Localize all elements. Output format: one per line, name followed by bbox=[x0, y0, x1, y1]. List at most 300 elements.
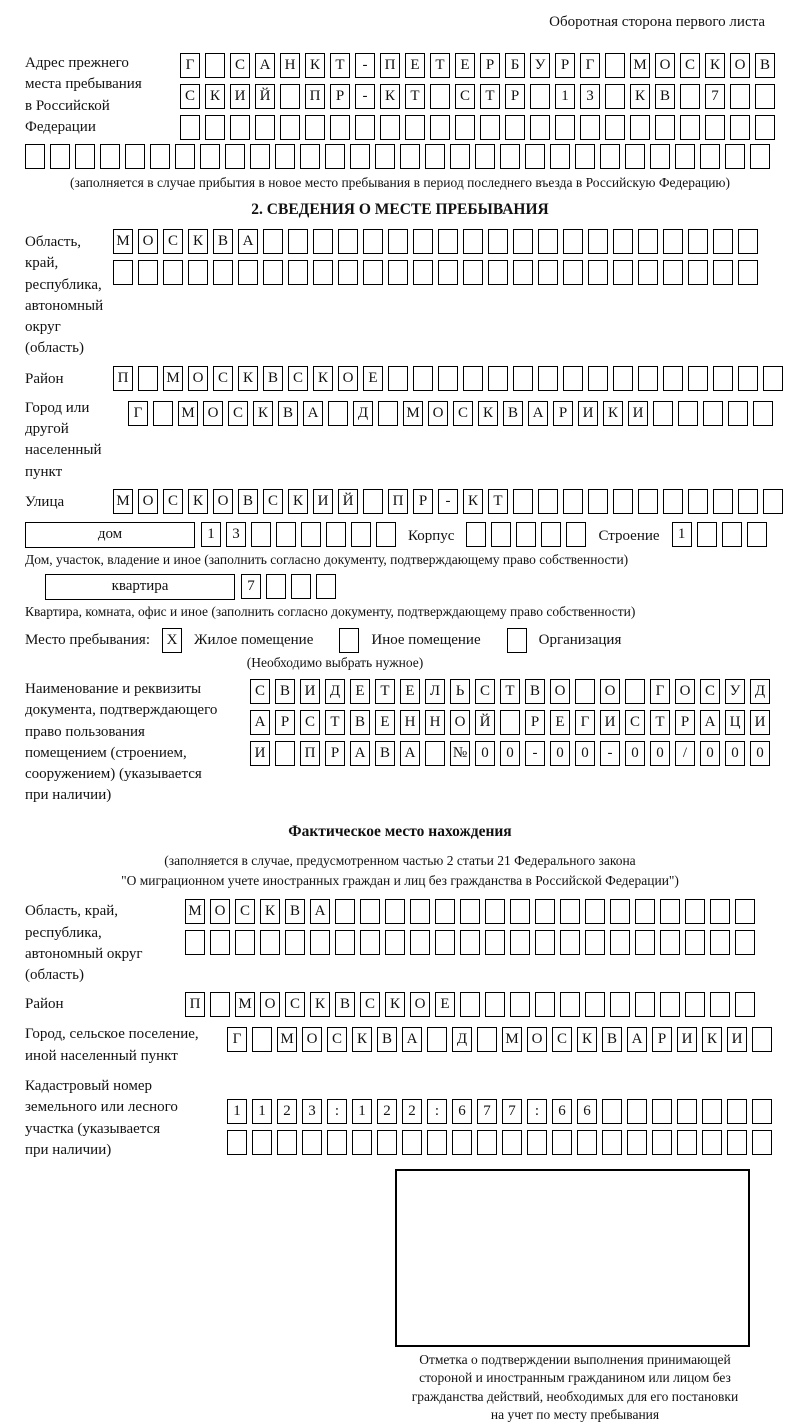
char-cell[interactable] bbox=[588, 260, 608, 285]
char-cell[interactable] bbox=[513, 260, 533, 285]
char-cell[interactable] bbox=[327, 1130, 347, 1155]
char-cell[interactable] bbox=[310, 930, 330, 955]
char-cell[interactable]: С bbox=[300, 710, 320, 735]
char-cell[interactable] bbox=[663, 229, 683, 254]
char-cell[interactable] bbox=[555, 115, 575, 140]
char-cell[interactable]: А bbox=[528, 401, 548, 426]
char-cell[interactable] bbox=[430, 84, 450, 109]
char-cell[interactable] bbox=[335, 899, 355, 924]
char-cell[interactable]: Б bbox=[505, 53, 525, 78]
char-cell[interactable]: С bbox=[228, 401, 248, 426]
char-cell[interactable] bbox=[385, 930, 405, 955]
char-cell[interactable]: А bbox=[238, 229, 258, 254]
char-cell[interactable] bbox=[538, 260, 558, 285]
region-row-2[interactable] bbox=[113, 260, 758, 285]
char-cell[interactable] bbox=[635, 992, 655, 1017]
char-cell[interactable]: В bbox=[238, 489, 258, 514]
char-cell[interactable]: В bbox=[275, 679, 295, 704]
char-cell[interactable]: - bbox=[438, 489, 458, 514]
char-cell[interactable] bbox=[713, 489, 733, 514]
char-cell[interactable]: И bbox=[600, 710, 620, 735]
char-cell[interactable]: В bbox=[655, 84, 675, 109]
char-cell[interactable]: П bbox=[185, 992, 205, 1017]
char-cell[interactable] bbox=[513, 366, 533, 391]
char-cell[interactable]: О bbox=[450, 710, 470, 735]
char-cell[interactable] bbox=[535, 930, 555, 955]
char-cell[interactable] bbox=[663, 489, 683, 514]
char-cell[interactable] bbox=[475, 144, 495, 169]
char-cell[interactable] bbox=[175, 144, 195, 169]
char-cell[interactable]: А bbox=[700, 710, 720, 735]
char-cell[interactable]: О bbox=[302, 1027, 322, 1052]
char-cell[interactable]: 0 bbox=[475, 741, 495, 766]
char-cell[interactable] bbox=[625, 679, 645, 704]
apartment-row[interactable] bbox=[241, 574, 336, 599]
char-cell[interactable]: П bbox=[300, 741, 320, 766]
char-cell[interactable] bbox=[710, 899, 730, 924]
char-cell[interactable] bbox=[685, 992, 705, 1017]
char-cell[interactable] bbox=[738, 489, 758, 514]
char-cell[interactable]: М bbox=[277, 1027, 297, 1052]
char-cell[interactable] bbox=[763, 366, 783, 391]
char-cell[interactable]: Т bbox=[325, 710, 345, 735]
char-cell[interactable]: Е bbox=[550, 710, 570, 735]
char-cell[interactable] bbox=[163, 260, 183, 285]
char-cell[interactable]: Т bbox=[330, 53, 350, 78]
char-cell[interactable] bbox=[410, 930, 430, 955]
char-cell[interactable]: К bbox=[478, 401, 498, 426]
char-cell[interactable] bbox=[363, 260, 383, 285]
char-cell[interactable] bbox=[230, 115, 250, 140]
char-cell[interactable] bbox=[627, 1099, 647, 1124]
char-cell[interactable]: С bbox=[680, 53, 700, 78]
char-cell[interactable] bbox=[510, 930, 530, 955]
char-cell[interactable] bbox=[385, 899, 405, 924]
char-cell[interactable]: Й bbox=[255, 84, 275, 109]
char-cell[interactable]: О bbox=[675, 679, 695, 704]
char-cell[interactable] bbox=[375, 144, 395, 169]
char-cell[interactable]: Р bbox=[525, 710, 545, 735]
char-cell[interactable] bbox=[275, 741, 295, 766]
char-cell[interactable]: С bbox=[180, 84, 200, 109]
char-cell[interactable] bbox=[413, 229, 433, 254]
char-cell[interactable] bbox=[466, 522, 486, 547]
char-cell[interactable]: С bbox=[250, 679, 270, 704]
char-cell[interactable]: М bbox=[178, 401, 198, 426]
document-row-2[interactable] bbox=[250, 710, 770, 735]
char-cell[interactable] bbox=[577, 1130, 597, 1155]
char-cell[interactable] bbox=[288, 260, 308, 285]
char-cell[interactable] bbox=[388, 366, 408, 391]
char-cell[interactable] bbox=[602, 1099, 622, 1124]
char-cell[interactable] bbox=[252, 1027, 272, 1052]
char-cell[interactable] bbox=[427, 1130, 447, 1155]
char-cell[interactable]: У bbox=[530, 53, 550, 78]
char-cell[interactable]: П bbox=[305, 84, 325, 109]
char-cell[interactable] bbox=[755, 84, 775, 109]
char-cell[interactable] bbox=[491, 522, 511, 547]
char-cell[interactable]: / bbox=[675, 741, 695, 766]
char-cell[interactable] bbox=[550, 144, 570, 169]
char-cell[interactable] bbox=[705, 115, 725, 140]
char-cell[interactable]: К bbox=[313, 366, 333, 391]
char-cell[interactable] bbox=[613, 366, 633, 391]
char-cell[interactable] bbox=[525, 144, 545, 169]
char-cell[interactable]: Е bbox=[455, 53, 475, 78]
char-cell[interactable] bbox=[376, 522, 396, 547]
char-cell[interactable] bbox=[538, 489, 558, 514]
char-cell[interactable] bbox=[697, 522, 717, 547]
char-cell[interactable]: М bbox=[235, 992, 255, 1017]
char-cell[interactable] bbox=[560, 930, 580, 955]
char-cell[interactable]: 1 bbox=[227, 1099, 247, 1124]
char-cell[interactable]: С bbox=[360, 992, 380, 1017]
char-cell[interactable] bbox=[485, 930, 505, 955]
char-cell[interactable]: Г bbox=[227, 1027, 247, 1052]
char-cell[interactable] bbox=[713, 366, 733, 391]
char-cell[interactable] bbox=[438, 229, 458, 254]
stay-type-checkbox-organization[interactable] bbox=[507, 628, 527, 653]
char-cell[interactable] bbox=[580, 115, 600, 140]
char-cell[interactable] bbox=[360, 930, 380, 955]
char-cell[interactable]: Ь bbox=[450, 679, 470, 704]
char-cell[interactable] bbox=[530, 84, 550, 109]
char-cell[interactable] bbox=[727, 1130, 747, 1155]
char-cell[interactable]: Р bbox=[652, 1027, 672, 1052]
region-row-1[interactable] bbox=[113, 229, 758, 254]
char-cell[interactable]: А bbox=[400, 741, 420, 766]
char-cell[interactable] bbox=[730, 84, 750, 109]
char-cell[interactable]: Н bbox=[425, 710, 445, 735]
char-cell[interactable]: И bbox=[300, 679, 320, 704]
char-cell[interactable]: 6 bbox=[577, 1099, 597, 1124]
char-cell[interactable]: 0 bbox=[700, 741, 720, 766]
char-cell[interactable] bbox=[680, 84, 700, 109]
char-cell[interactable]: В bbox=[278, 401, 298, 426]
char-cell[interactable]: - bbox=[355, 53, 375, 78]
char-cell[interactable]: О bbox=[550, 679, 570, 704]
char-cell[interactable]: № bbox=[450, 741, 470, 766]
char-cell[interactable] bbox=[738, 229, 758, 254]
char-cell[interactable] bbox=[410, 899, 430, 924]
char-cell[interactable] bbox=[702, 1130, 722, 1155]
char-cell[interactable]: - bbox=[525, 741, 545, 766]
char-cell[interactable] bbox=[380, 115, 400, 140]
char-cell[interactable]: Т bbox=[405, 84, 425, 109]
char-cell[interactable] bbox=[313, 229, 333, 254]
char-cell[interactable] bbox=[663, 260, 683, 285]
actual-region-row-2[interactable] bbox=[185, 930, 755, 955]
char-cell[interactable]: В bbox=[263, 366, 283, 391]
char-cell[interactable] bbox=[530, 115, 550, 140]
char-cell[interactable]: 3 bbox=[302, 1099, 322, 1124]
char-cell[interactable]: - bbox=[355, 84, 375, 109]
char-cell[interactable] bbox=[560, 992, 580, 1017]
char-cell[interactable]: Е bbox=[363, 366, 383, 391]
char-cell[interactable] bbox=[113, 260, 133, 285]
char-cell[interactable]: 6 bbox=[452, 1099, 472, 1124]
char-cell[interactable]: П bbox=[113, 366, 133, 391]
char-cell[interactable] bbox=[488, 366, 508, 391]
char-cell[interactable] bbox=[200, 144, 220, 169]
char-cell[interactable]: В bbox=[375, 741, 395, 766]
char-cell[interactable]: В bbox=[335, 992, 355, 1017]
char-cell[interactable]: А bbox=[310, 899, 330, 924]
char-cell[interactable]: К bbox=[352, 1027, 372, 1052]
char-cell[interactable]: 3 bbox=[580, 84, 600, 109]
char-cell[interactable] bbox=[505, 115, 525, 140]
char-cell[interactable]: Н bbox=[400, 710, 420, 735]
char-cell[interactable] bbox=[627, 1130, 647, 1155]
char-cell[interactable] bbox=[388, 229, 408, 254]
char-cell[interactable] bbox=[213, 260, 233, 285]
char-cell[interactable]: : bbox=[327, 1099, 347, 1124]
char-cell[interactable] bbox=[477, 1130, 497, 1155]
char-cell[interactable]: Е bbox=[400, 679, 420, 704]
char-cell[interactable] bbox=[266, 574, 286, 599]
char-cell[interactable] bbox=[728, 401, 748, 426]
char-cell[interactable]: К bbox=[630, 84, 650, 109]
char-cell[interactable]: К bbox=[288, 489, 308, 514]
char-cell[interactable] bbox=[585, 992, 605, 1017]
char-cell[interactable] bbox=[363, 489, 383, 514]
char-cell[interactable]: К bbox=[310, 992, 330, 1017]
char-cell[interactable] bbox=[463, 366, 483, 391]
document-row-3[interactable] bbox=[250, 741, 770, 766]
char-cell[interactable]: О bbox=[213, 489, 233, 514]
char-cell[interactable] bbox=[613, 489, 633, 514]
char-cell[interactable] bbox=[727, 1099, 747, 1124]
char-cell[interactable]: В bbox=[525, 679, 545, 704]
char-cell[interactable] bbox=[275, 144, 295, 169]
char-cell[interactable] bbox=[635, 930, 655, 955]
char-cell[interactable] bbox=[535, 992, 555, 1017]
char-cell[interactable]: О bbox=[338, 366, 358, 391]
char-cell[interactable] bbox=[351, 522, 371, 547]
char-cell[interactable]: А bbox=[250, 710, 270, 735]
char-cell[interactable] bbox=[460, 899, 480, 924]
char-cell[interactable] bbox=[600, 144, 620, 169]
char-cell[interactable] bbox=[263, 229, 283, 254]
prev-address-row-2[interactable] bbox=[180, 84, 775, 109]
char-cell[interactable] bbox=[338, 260, 358, 285]
char-cell[interactable]: К bbox=[603, 401, 623, 426]
char-cell[interactable]: О bbox=[655, 53, 675, 78]
char-cell[interactable]: 1 bbox=[672, 522, 692, 547]
char-cell[interactable] bbox=[301, 522, 321, 547]
char-cell[interactable]: - bbox=[600, 741, 620, 766]
char-cell[interactable] bbox=[752, 1027, 772, 1052]
char-cell[interactable] bbox=[738, 366, 758, 391]
char-cell[interactable] bbox=[722, 522, 742, 547]
char-cell[interactable] bbox=[452, 1130, 472, 1155]
char-cell[interactable] bbox=[435, 899, 455, 924]
char-cell[interactable] bbox=[750, 144, 770, 169]
char-cell[interactable]: Р bbox=[505, 84, 525, 109]
actual-district-row[interactable] bbox=[185, 992, 755, 1017]
char-cell[interactable] bbox=[753, 401, 773, 426]
char-cell[interactable]: К bbox=[253, 401, 273, 426]
char-cell[interactable] bbox=[153, 401, 173, 426]
char-cell[interactable] bbox=[252, 1130, 272, 1155]
char-cell[interactable] bbox=[610, 930, 630, 955]
char-cell[interactable]: М bbox=[502, 1027, 522, 1052]
char-cell[interactable]: К bbox=[577, 1027, 597, 1052]
char-cell[interactable]: 7 bbox=[241, 574, 261, 599]
char-cell[interactable]: Р bbox=[480, 53, 500, 78]
char-cell[interactable]: Р bbox=[555, 53, 575, 78]
char-cell[interactable]: 6 bbox=[552, 1099, 572, 1124]
char-cell[interactable] bbox=[655, 115, 675, 140]
char-cell[interactable] bbox=[527, 1130, 547, 1155]
char-cell[interactable] bbox=[625, 144, 645, 169]
char-cell[interactable]: О bbox=[210, 899, 230, 924]
char-cell[interactable]: И bbox=[578, 401, 598, 426]
char-cell[interactable] bbox=[685, 899, 705, 924]
district-row[interactable] bbox=[113, 366, 783, 391]
char-cell[interactable]: М bbox=[185, 899, 205, 924]
char-cell[interactable] bbox=[588, 489, 608, 514]
char-cell[interactable] bbox=[377, 1130, 397, 1155]
char-cell[interactable]: И bbox=[250, 741, 270, 766]
char-cell[interactable] bbox=[638, 260, 658, 285]
char-cell[interactable] bbox=[500, 144, 520, 169]
char-cell[interactable]: О bbox=[428, 401, 448, 426]
char-cell[interactable]: С bbox=[455, 84, 475, 109]
char-cell[interactable] bbox=[378, 401, 398, 426]
char-cell[interactable] bbox=[488, 260, 508, 285]
char-cell[interactable]: У bbox=[725, 679, 745, 704]
char-cell[interactable]: И bbox=[750, 710, 770, 735]
char-cell[interactable]: М bbox=[113, 229, 133, 254]
char-cell[interactable]: М bbox=[630, 53, 650, 78]
char-cell[interactable] bbox=[251, 522, 271, 547]
char-cell[interactable] bbox=[513, 489, 533, 514]
char-cell[interactable]: И bbox=[230, 84, 250, 109]
char-cell[interactable] bbox=[425, 741, 445, 766]
char-cell[interactable] bbox=[210, 930, 230, 955]
char-cell[interactable]: 1 bbox=[555, 84, 575, 109]
char-cell[interactable] bbox=[610, 899, 630, 924]
char-cell[interactable]: К bbox=[463, 489, 483, 514]
char-cell[interactable]: Г bbox=[128, 401, 148, 426]
char-cell[interactable] bbox=[450, 144, 470, 169]
char-cell[interactable]: С bbox=[213, 366, 233, 391]
char-cell[interactable]: А bbox=[350, 741, 370, 766]
char-cell[interactable] bbox=[563, 260, 583, 285]
char-cell[interactable] bbox=[575, 679, 595, 704]
char-cell[interactable] bbox=[405, 115, 425, 140]
char-cell[interactable] bbox=[235, 930, 255, 955]
char-cell[interactable] bbox=[188, 260, 208, 285]
char-cell[interactable] bbox=[225, 144, 245, 169]
char-cell[interactable]: Г bbox=[575, 710, 595, 735]
char-cell[interactable] bbox=[752, 1130, 772, 1155]
char-cell[interactable]: Р bbox=[553, 401, 573, 426]
char-cell[interactable] bbox=[463, 260, 483, 285]
char-cell[interactable]: 7 bbox=[502, 1099, 522, 1124]
char-cell[interactable] bbox=[552, 1130, 572, 1155]
char-cell[interactable] bbox=[488, 229, 508, 254]
char-cell[interactable]: К bbox=[305, 53, 325, 78]
char-cell[interactable]: М bbox=[113, 489, 133, 514]
char-cell[interactable] bbox=[752, 1099, 772, 1124]
char-cell[interactable] bbox=[427, 1027, 447, 1052]
char-cell[interactable] bbox=[463, 229, 483, 254]
char-cell[interactable]: П bbox=[380, 53, 400, 78]
char-cell[interactable]: К bbox=[705, 53, 725, 78]
char-cell[interactable]: К bbox=[380, 84, 400, 109]
char-cell[interactable] bbox=[675, 144, 695, 169]
char-cell[interactable] bbox=[678, 401, 698, 426]
char-cell[interactable] bbox=[425, 144, 445, 169]
char-cell[interactable]: С bbox=[163, 489, 183, 514]
char-cell[interactable] bbox=[653, 401, 673, 426]
char-cell[interactable]: В bbox=[285, 899, 305, 924]
char-cell[interactable] bbox=[330, 115, 350, 140]
char-cell[interactable]: 1 bbox=[252, 1099, 272, 1124]
char-cell[interactable] bbox=[238, 260, 258, 285]
char-cell[interactable]: О bbox=[527, 1027, 547, 1052]
char-cell[interactable] bbox=[588, 366, 608, 391]
prev-address-row-1[interactable] bbox=[180, 53, 775, 78]
char-cell[interactable] bbox=[460, 930, 480, 955]
char-cell[interactable] bbox=[563, 229, 583, 254]
char-cell[interactable] bbox=[688, 229, 708, 254]
korpus-row[interactable] bbox=[466, 522, 586, 547]
char-cell[interactable] bbox=[602, 1130, 622, 1155]
char-cell[interactable] bbox=[730, 115, 750, 140]
char-cell[interactable] bbox=[688, 366, 708, 391]
char-cell[interactable] bbox=[335, 930, 355, 955]
char-cell[interactable]: С bbox=[235, 899, 255, 924]
char-cell[interactable] bbox=[510, 992, 530, 1017]
char-cell[interactable]: К bbox=[238, 366, 258, 391]
char-cell[interactable] bbox=[725, 144, 745, 169]
char-cell[interactable] bbox=[650, 144, 670, 169]
char-cell[interactable]: 0 bbox=[500, 741, 520, 766]
char-cell[interactable]: С bbox=[163, 229, 183, 254]
char-cell[interactable] bbox=[50, 144, 70, 169]
stay-type-checkbox-other[interactable] bbox=[339, 628, 359, 653]
char-cell[interactable] bbox=[738, 260, 758, 285]
char-cell[interactable]: И bbox=[628, 401, 648, 426]
prev-address-overflow-row[interactable] bbox=[25, 144, 775, 169]
char-cell[interactable] bbox=[300, 144, 320, 169]
char-cell[interactable] bbox=[685, 930, 705, 955]
char-cell[interactable]: И bbox=[313, 489, 333, 514]
char-cell[interactable]: Е bbox=[435, 992, 455, 1017]
char-cell[interactable]: 0 bbox=[750, 741, 770, 766]
char-cell[interactable] bbox=[413, 260, 433, 285]
char-cell[interactable] bbox=[516, 522, 536, 547]
char-cell[interactable] bbox=[502, 1130, 522, 1155]
char-cell[interactable]: Г bbox=[580, 53, 600, 78]
char-cell[interactable]: Е bbox=[375, 710, 395, 735]
char-cell[interactable] bbox=[710, 992, 730, 1017]
char-cell[interactable]: Т bbox=[500, 679, 520, 704]
char-cell[interactable]: 0 bbox=[725, 741, 745, 766]
char-cell[interactable]: 0 bbox=[575, 741, 595, 766]
char-cell[interactable] bbox=[313, 260, 333, 285]
char-cell[interactable] bbox=[400, 144, 420, 169]
char-cell[interactable] bbox=[326, 522, 346, 547]
char-cell[interactable]: Д bbox=[452, 1027, 472, 1052]
char-cell[interactable] bbox=[638, 366, 658, 391]
char-cell[interactable] bbox=[605, 84, 625, 109]
char-cell[interactable] bbox=[677, 1130, 697, 1155]
char-cell[interactable] bbox=[477, 1027, 497, 1052]
